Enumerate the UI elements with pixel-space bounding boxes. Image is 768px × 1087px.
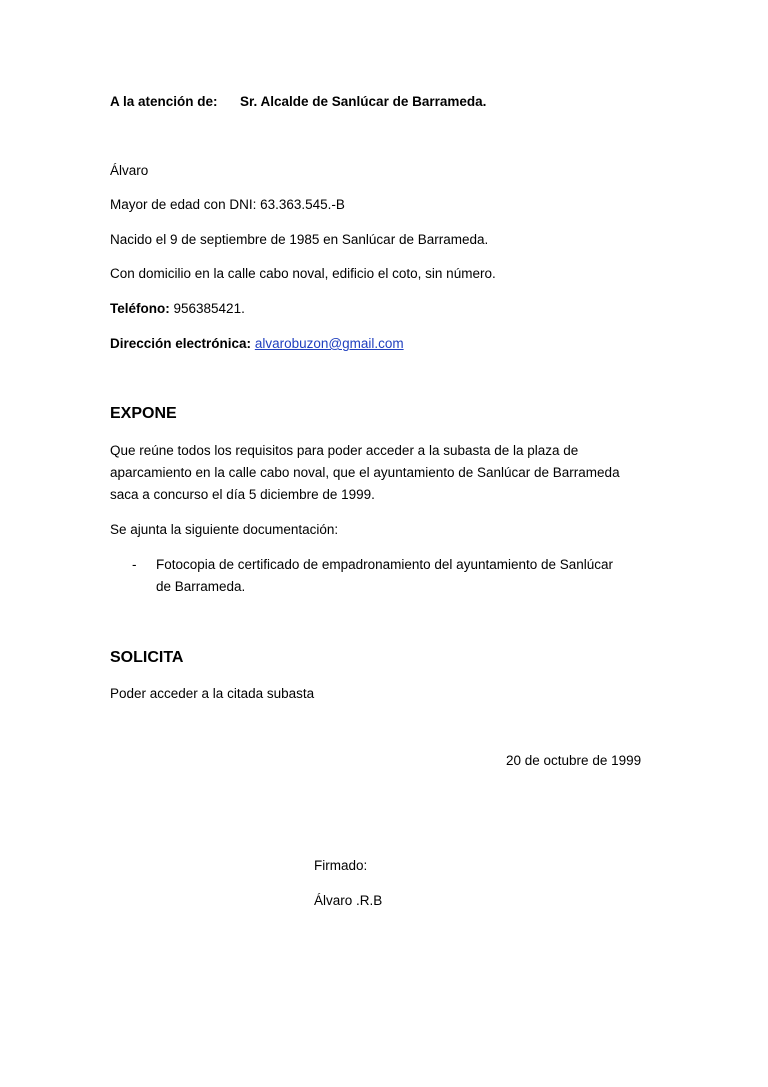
documents-intro: Se ajunta la siguiente documentación: xyxy=(110,522,339,537)
signature-name: Álvaro .R.B xyxy=(314,893,383,908)
solicita-heading: SOLICITA xyxy=(110,649,184,666)
phone-label: Teléfono: xyxy=(110,301,170,316)
bullet-item-line-2: de Barrameda. xyxy=(156,579,246,594)
expone-heading: EXPONE xyxy=(110,405,177,422)
bullet-dash: - xyxy=(132,557,137,572)
expone-paragraph-line-1: Que reúne todos los requisitos para poder acceder a la subasta de la plaza de xyxy=(110,443,579,458)
phone-line xyxy=(110,300,245,318)
solicita-text: Poder acceder a la citada subasta xyxy=(110,686,315,701)
expone-paragraph-line-2: aparcamiento en la calle cabo noval, que el ayuntamiento de Sanlúcar de Barrameda xyxy=(110,465,620,480)
expone-paragraph-line-3: saca a concurso el día 5 diciembre de 1999. xyxy=(110,487,375,502)
bullet-item-line-1: Fotocopia de certificado de empadronamiento del ayuntamiento de Sanlúcar xyxy=(156,557,614,572)
attention-line xyxy=(110,93,218,111)
address-line: Con domicilio en la calle cabo noval, edificio el coto, sin número. xyxy=(110,266,496,281)
attention-name: Sr. Alcalde de Sanlúcar de Barrameda. xyxy=(240,94,487,109)
birth-line: Nacido el 9 de septiembre de 1985 en Sanlúcar de Barrameda. xyxy=(110,232,489,247)
signature-label: Firmado: xyxy=(314,858,368,873)
dni-line: Mayor de edad con DNI: 63.363.545.-B xyxy=(110,197,345,212)
email-link[interactable]: alvarobuzon@gmail.com xyxy=(254,336,404,351)
email-label: Dirección electrónica: xyxy=(110,336,252,351)
document-date: 20 de octubre de 1999 xyxy=(506,753,642,768)
phone-value: 956385421. xyxy=(169,301,245,316)
attention-label: A la atención de: xyxy=(110,94,218,109)
email-line xyxy=(110,335,404,353)
attention-recipient xyxy=(240,93,486,111)
applicant-name: Álvaro xyxy=(110,163,149,178)
